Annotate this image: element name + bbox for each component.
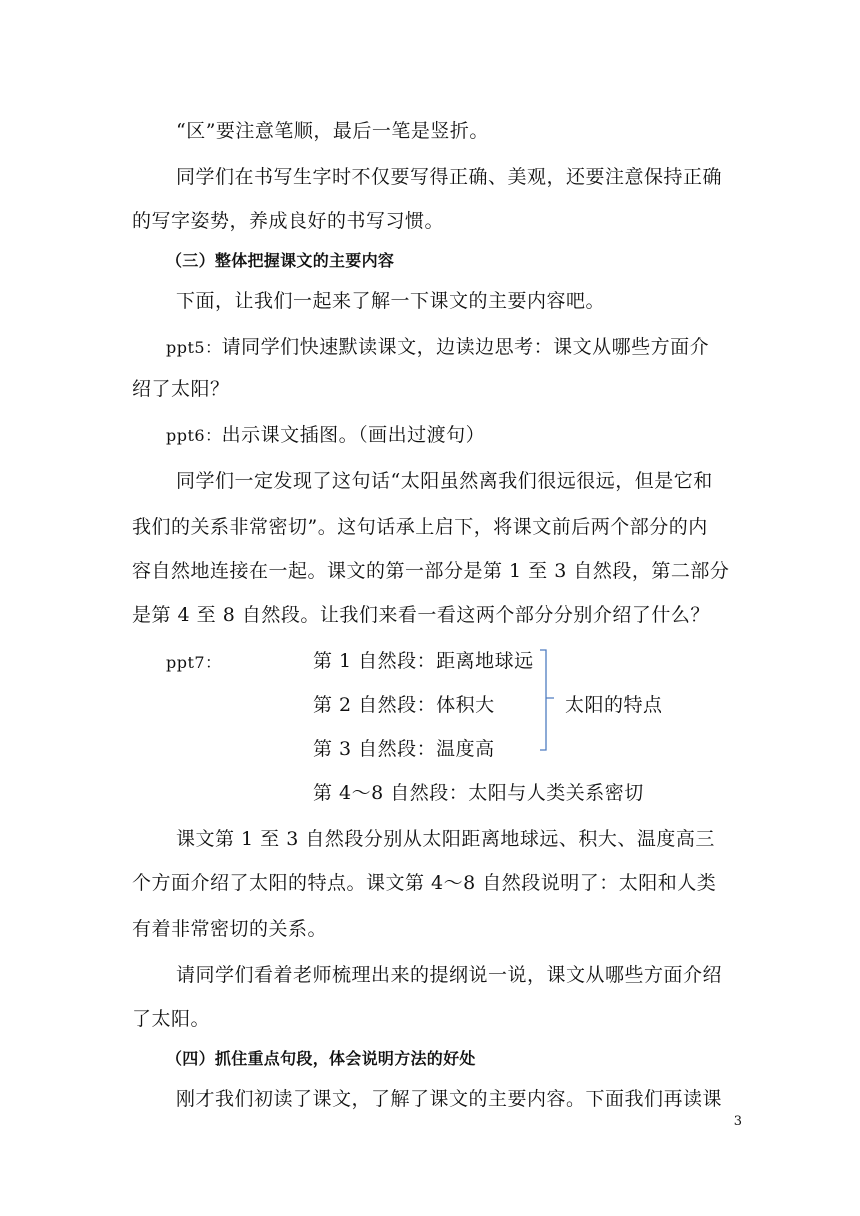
ppt7-item-1: 第 1 自然段：距离地球远 (313, 650, 534, 672)
paragraph-stroke-order: “区”要注意笔顺，最后一笔是竖折。 (176, 120, 489, 142)
paragraph-reread: 刚才我们初读了课文，了解了课文的主要内容。下面我们再读课 (176, 1088, 723, 1110)
ppt6-text: 出示课文插图。（画出过渡句） (221, 424, 486, 446)
section-heading-4: （四）抓住重点句段，体会说明方法的好处 (166, 1049, 476, 1068)
ppt6-line (166, 420, 485, 447)
paragraph-writing-habits-line1: 同学们在书写生字时不仅要写得正确、美观，还要注意保持正确 (176, 166, 723, 188)
paragraph-intro-main-content: 下面，让我们一起来了解一下课文的主要内容吧。 (176, 290, 606, 312)
ppt5-text-line2: 绍了太阳？ (132, 378, 230, 400)
paragraph-transition-line3: 容自然地连接在一起。课文的第一部分是第 1 至 3 自然段，第二部分 (132, 560, 730, 582)
ppt7-item-2: 第 2 自然段：体积大 (313, 694, 495, 716)
right-brace-icon (538, 648, 560, 752)
ppt7-label: ppt7： (166, 653, 222, 672)
section-heading-3: （三）整体把握课文的主要内容 (166, 251, 395, 270)
paragraph-summary-line2: 个方面介绍了太阳的特点。课文第 4～8 自然段说明了：太阳和人类 (132, 872, 717, 894)
paragraph-outline-line2: 了太阳。 (132, 1008, 211, 1030)
page-number: 3 (733, 1114, 742, 1129)
ppt5-line1 (166, 332, 709, 359)
ppt7-item-4: 第 4～8 自然段：太阳与人类关系密切 (313, 782, 644, 804)
paragraph-outline-line1: 请同学们看着老师梳理出来的提纲说一说，课文从哪些方面介绍 (176, 964, 723, 986)
paragraph-transition-line1: 同学们一定发现了这句话“太阳虽然离我们很远很远，但是它和 (176, 470, 713, 492)
paragraph-summary-line3: 有着非常密切的关系。 (132, 918, 328, 940)
ppt6-label: ppt6： (166, 426, 222, 445)
paragraph-transition-line2: 我们的关系非常密切”。这句话承上启下，将课文前后两个部分的内 (132, 516, 708, 538)
paragraph-transition-line4: 是第 4 至 8 自然段。让我们来看一看这两个部分分别介绍了什么？ (132, 604, 710, 626)
ppt5-text-line1: 请同学们快速默读课文，边读边思考：课文从哪些方面介 (221, 336, 710, 358)
paragraph-summary-line1: 课文第 1 至 3 自然段分别从太阳距离地球远、积大、温度高三 (176, 828, 715, 850)
ppt5-label: ppt5： (166, 338, 222, 357)
paragraph-writing-habits-line2: 的写字姿势，养成良好的书写习惯。 (132, 210, 445, 232)
ppt7-brace-label: 太阳的特点 (565, 694, 663, 716)
ppt7-item-3: 第 3 自然段：温度高 (313, 738, 495, 760)
